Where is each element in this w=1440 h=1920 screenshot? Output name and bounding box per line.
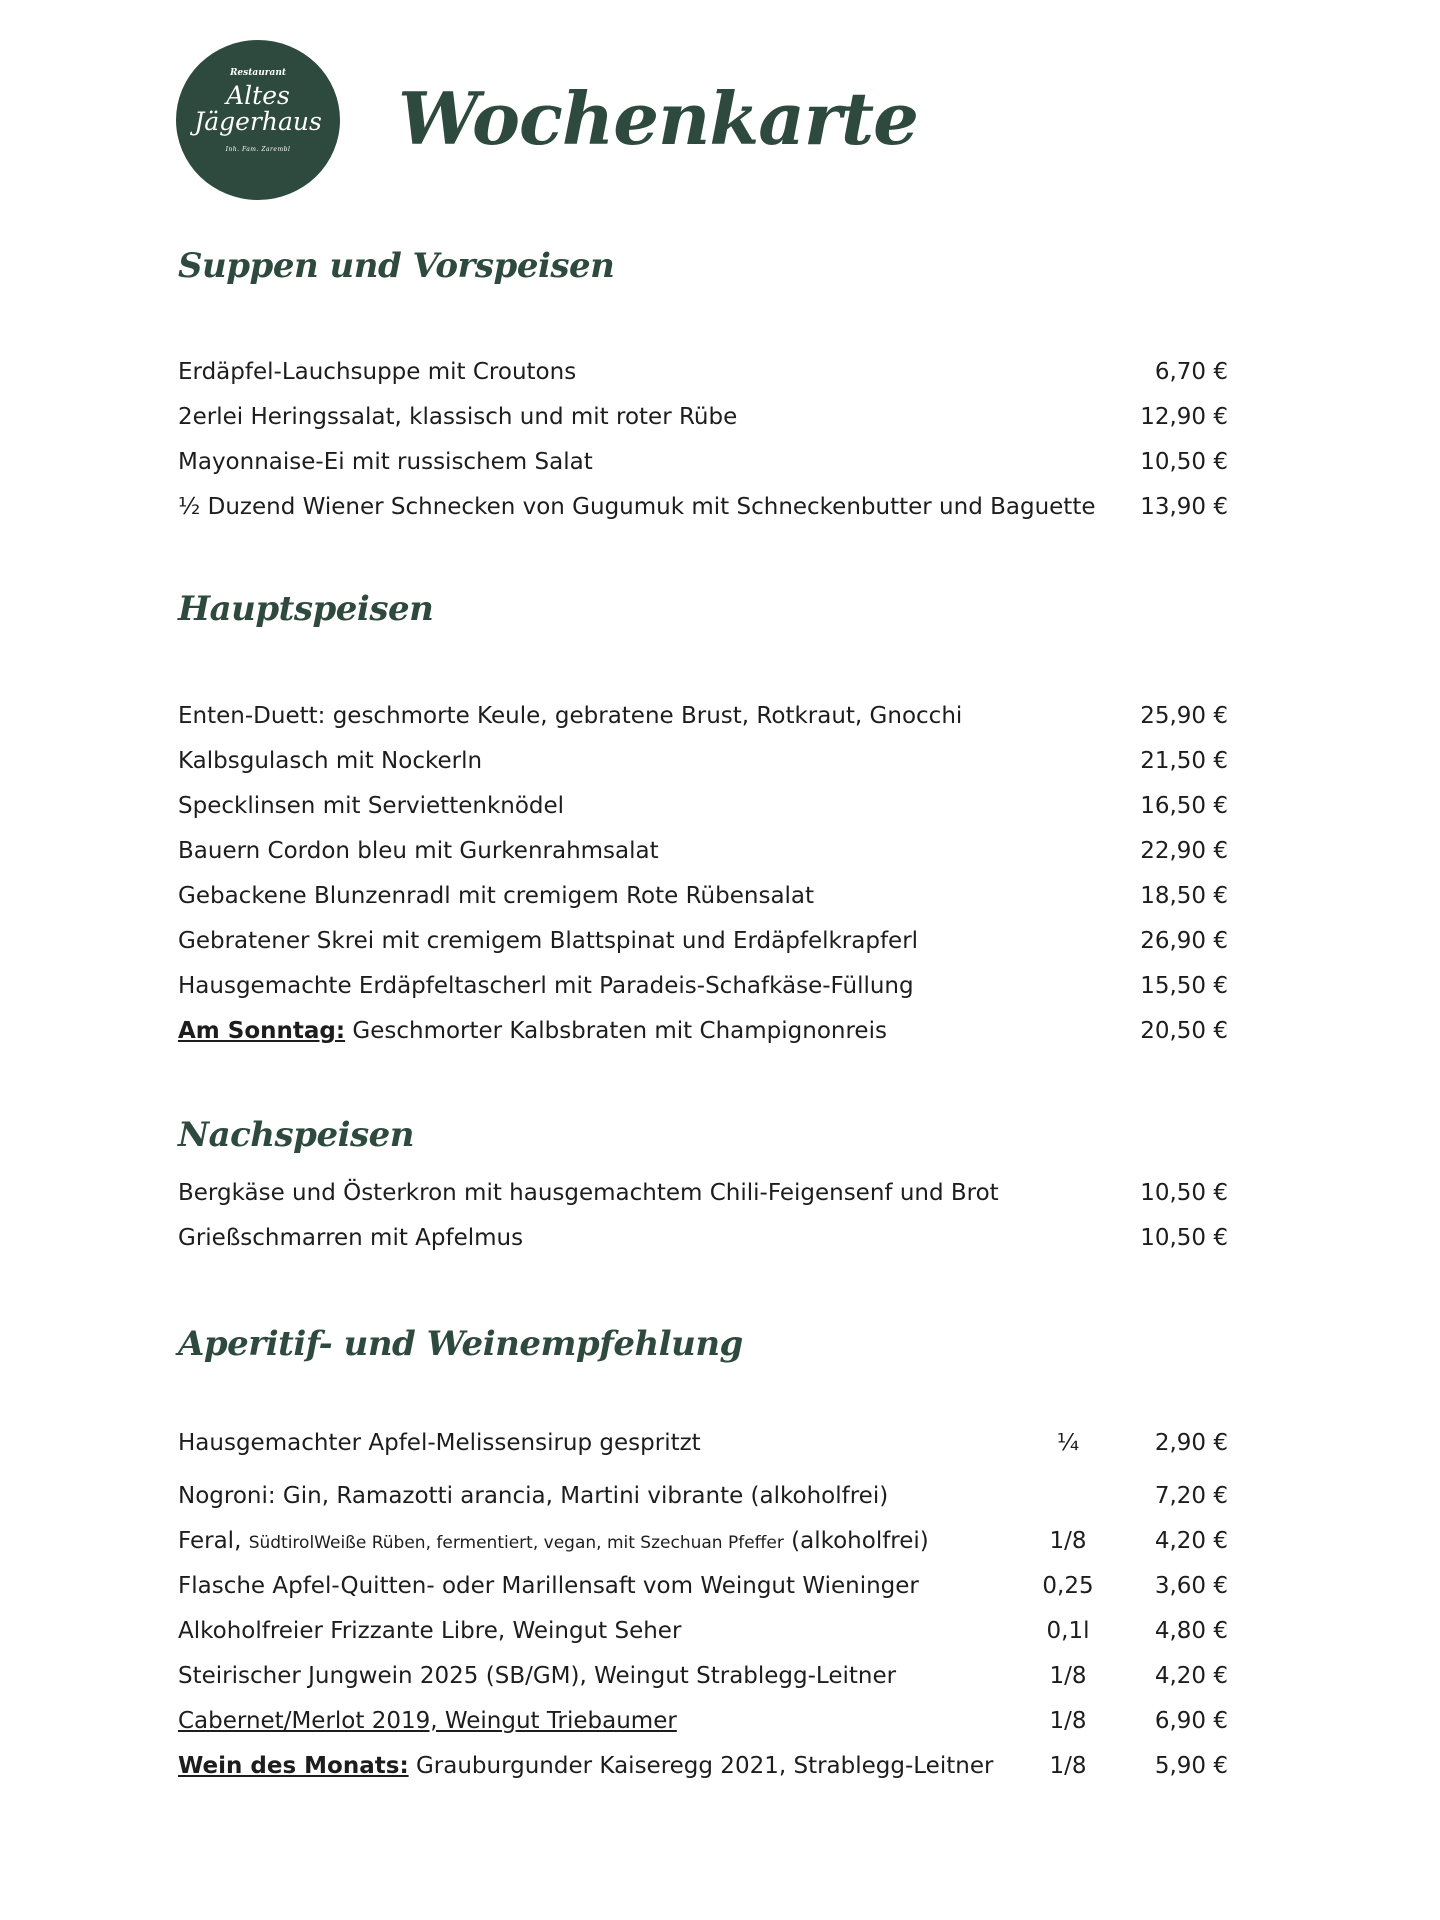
item-name: Kalbsgulasch mit Nockerln bbox=[178, 748, 483, 774]
section-heading-nachspeisen: Nachspeisen bbox=[178, 1115, 414, 1155]
item-price: 7,20 € bbox=[1154, 1483, 1228, 1509]
item-quantity: 1/8 bbox=[1049, 1708, 1087, 1734]
item-name-suffix: (alkoholfrei) bbox=[783, 1528, 929, 1554]
item-price: 10,50 € bbox=[1140, 449, 1228, 475]
menu-item bbox=[178, 698, 1228, 734]
logo-name-line2: Jägerhaus bbox=[194, 107, 322, 136]
item-name: Gebackene Blunzenradl mit cremigem Rote Rübensalat bbox=[178, 883, 815, 909]
menu-item bbox=[178, 489, 1228, 525]
item-name-detail: SüdtirolWeiße Rüben, fermentiert, vegan, mit Szechuan Pfeffer bbox=[248, 1533, 784, 1553]
item-name: Specklinsen mit Serviettenknödel bbox=[178, 793, 565, 819]
item-price: 12,90 € bbox=[1140, 404, 1228, 430]
item-name: Hausgemachter Apfel-Melissensirup gespritzt bbox=[178, 1430, 701, 1456]
menu-item bbox=[178, 743, 1228, 779]
logo-name-line1: Altes bbox=[226, 81, 290, 110]
item-name: Bergkäse und Österkron mit hausgemachtem Chili-Feigensenf und Brot bbox=[178, 1180, 999, 1206]
menu-item bbox=[178, 1703, 1228, 1739]
menu-item-sunday bbox=[178, 1013, 1228, 1049]
menu-item bbox=[178, 1175, 1228, 1211]
item-price: 3,60 € bbox=[1154, 1573, 1228, 1599]
sunday-label: Am Sonntag: bbox=[178, 1018, 346, 1044]
item-price: 18,50 € bbox=[1140, 883, 1228, 909]
item-name: Enten-Duett: geschmorte Keule, gebratene Brust, Rotkraut, Gnocchi bbox=[178, 703, 963, 729]
item-price: 10,50 € bbox=[1140, 1225, 1228, 1251]
item-name bbox=[178, 1013, 887, 1049]
menu-item bbox=[178, 968, 1228, 1004]
menu-item bbox=[178, 1425, 1228, 1461]
item-price: 20,50 € bbox=[1140, 1018, 1228, 1044]
item-quantity: 1/8 bbox=[1049, 1753, 1087, 1779]
item-name: Erdäpfel-Lauchsuppe mit Croutons bbox=[178, 359, 577, 385]
item-price: 4,20 € bbox=[1154, 1663, 1228, 1689]
item-name: Gebratener Skrei mit cremigem Blattspinat und Erdäpfelkrapferl bbox=[178, 928, 919, 954]
restaurant-logo bbox=[176, 40, 340, 200]
sunday-dish: Geschmorter Kalbsbraten mit Champignonreis bbox=[345, 1018, 887, 1044]
item-name: Nogroni: Gin, Ramazotti arancia, Martini vibrante (alkoholfrei) bbox=[178, 1483, 889, 1509]
menu-item bbox=[178, 788, 1228, 824]
menu-item bbox=[178, 833, 1228, 869]
item-price: 21,50 € bbox=[1140, 748, 1228, 774]
logo-tagline: Inh. Fam. Zarembl bbox=[225, 146, 291, 153]
menu-item bbox=[178, 878, 1228, 914]
item-quantity: ¼ bbox=[1056, 1430, 1080, 1456]
menu-item bbox=[178, 1523, 1228, 1559]
item-name: ½ Duzend Wiener Schnecken von Gugumuk mit Schneckenbutter und Baguette bbox=[178, 494, 1096, 520]
menu-item bbox=[178, 1478, 1228, 1514]
page-title: Wochenkarte bbox=[398, 76, 918, 161]
section-heading-suppen: Suppen und Vorspeisen bbox=[178, 246, 615, 286]
item-price: 2,90 € bbox=[1154, 1430, 1228, 1456]
item-name: Steirischer Jungwein 2025 (SB/GM), Weingut Strablegg-Leitner bbox=[178, 1663, 897, 1689]
item-name bbox=[178, 1523, 929, 1561]
menu-item bbox=[178, 399, 1228, 435]
item-price: 10,50 € bbox=[1140, 1180, 1228, 1206]
item-price: 13,90 € bbox=[1140, 494, 1228, 520]
menu-item bbox=[178, 1568, 1228, 1604]
item-quantity: 0,25 bbox=[1042, 1573, 1094, 1599]
item-price: 25,90 € bbox=[1140, 703, 1228, 729]
item-price: 15,50 € bbox=[1140, 973, 1228, 999]
item-quantity: 1/8 bbox=[1049, 1528, 1087, 1554]
item-name: Hausgemachte Erdäpfeltascherl mit Paradeis-Schafkäse-Füllung bbox=[178, 973, 914, 999]
menu-item bbox=[178, 1613, 1228, 1649]
item-name bbox=[178, 1748, 993, 1784]
menu-item bbox=[178, 1220, 1228, 1256]
item-price: 4,80 € bbox=[1154, 1618, 1228, 1644]
item-name: Mayonnaise-Ei mit russischem Salat bbox=[178, 449, 593, 475]
item-price: 22,90 € bbox=[1140, 838, 1228, 864]
item-price: 5,90 € bbox=[1154, 1753, 1228, 1779]
menu-item bbox=[178, 354, 1228, 390]
item-name: Cabernet/Merlot 2019, Weingut Triebaumer bbox=[178, 1708, 677, 1734]
wine-of-month-name: Grauburgunder Kaiseregg 2021, Strablegg-Leitner bbox=[408, 1753, 994, 1779]
logo-small-text: Restaurant bbox=[229, 68, 287, 78]
item-price: 26,90 € bbox=[1140, 928, 1228, 954]
item-name: 2erlei Heringssalat, klassisch und mit roter Rübe bbox=[178, 404, 738, 430]
item-name: Bauern Cordon bleu mit Gurkenrahmsalat bbox=[178, 838, 659, 864]
item-name-main: Feral, bbox=[178, 1528, 249, 1554]
menu-item bbox=[178, 444, 1228, 480]
menu-item-wine-of-month bbox=[178, 1748, 1228, 1784]
item-price: 6,70 € bbox=[1154, 359, 1228, 385]
wine-of-month-label: Wein des Monats: bbox=[178, 1753, 409, 1779]
section-heading-aperitif: Aperitif- und Weinempfehlung bbox=[178, 1324, 743, 1364]
item-price: 16,50 € bbox=[1140, 793, 1228, 819]
item-quantity: 0,1l bbox=[1046, 1618, 1090, 1644]
item-name: Alkoholfreier Frizzante Libre, Weingut Seher bbox=[178, 1618, 682, 1644]
section-heading-hauptspeisen: Hauptspeisen bbox=[178, 589, 434, 629]
menu-item bbox=[178, 923, 1228, 959]
item-quantity: 1/8 bbox=[1049, 1663, 1087, 1689]
item-name: Grießschmarren mit Apfelmus bbox=[178, 1225, 524, 1251]
item-name: Flasche Apfel-Quitten- oder Marillensaft vom Weingut Wieninger bbox=[178, 1573, 919, 1599]
item-price: 6,90 € bbox=[1154, 1708, 1228, 1734]
menu-item bbox=[178, 1658, 1228, 1694]
item-price: 4,20 € bbox=[1154, 1528, 1228, 1554]
